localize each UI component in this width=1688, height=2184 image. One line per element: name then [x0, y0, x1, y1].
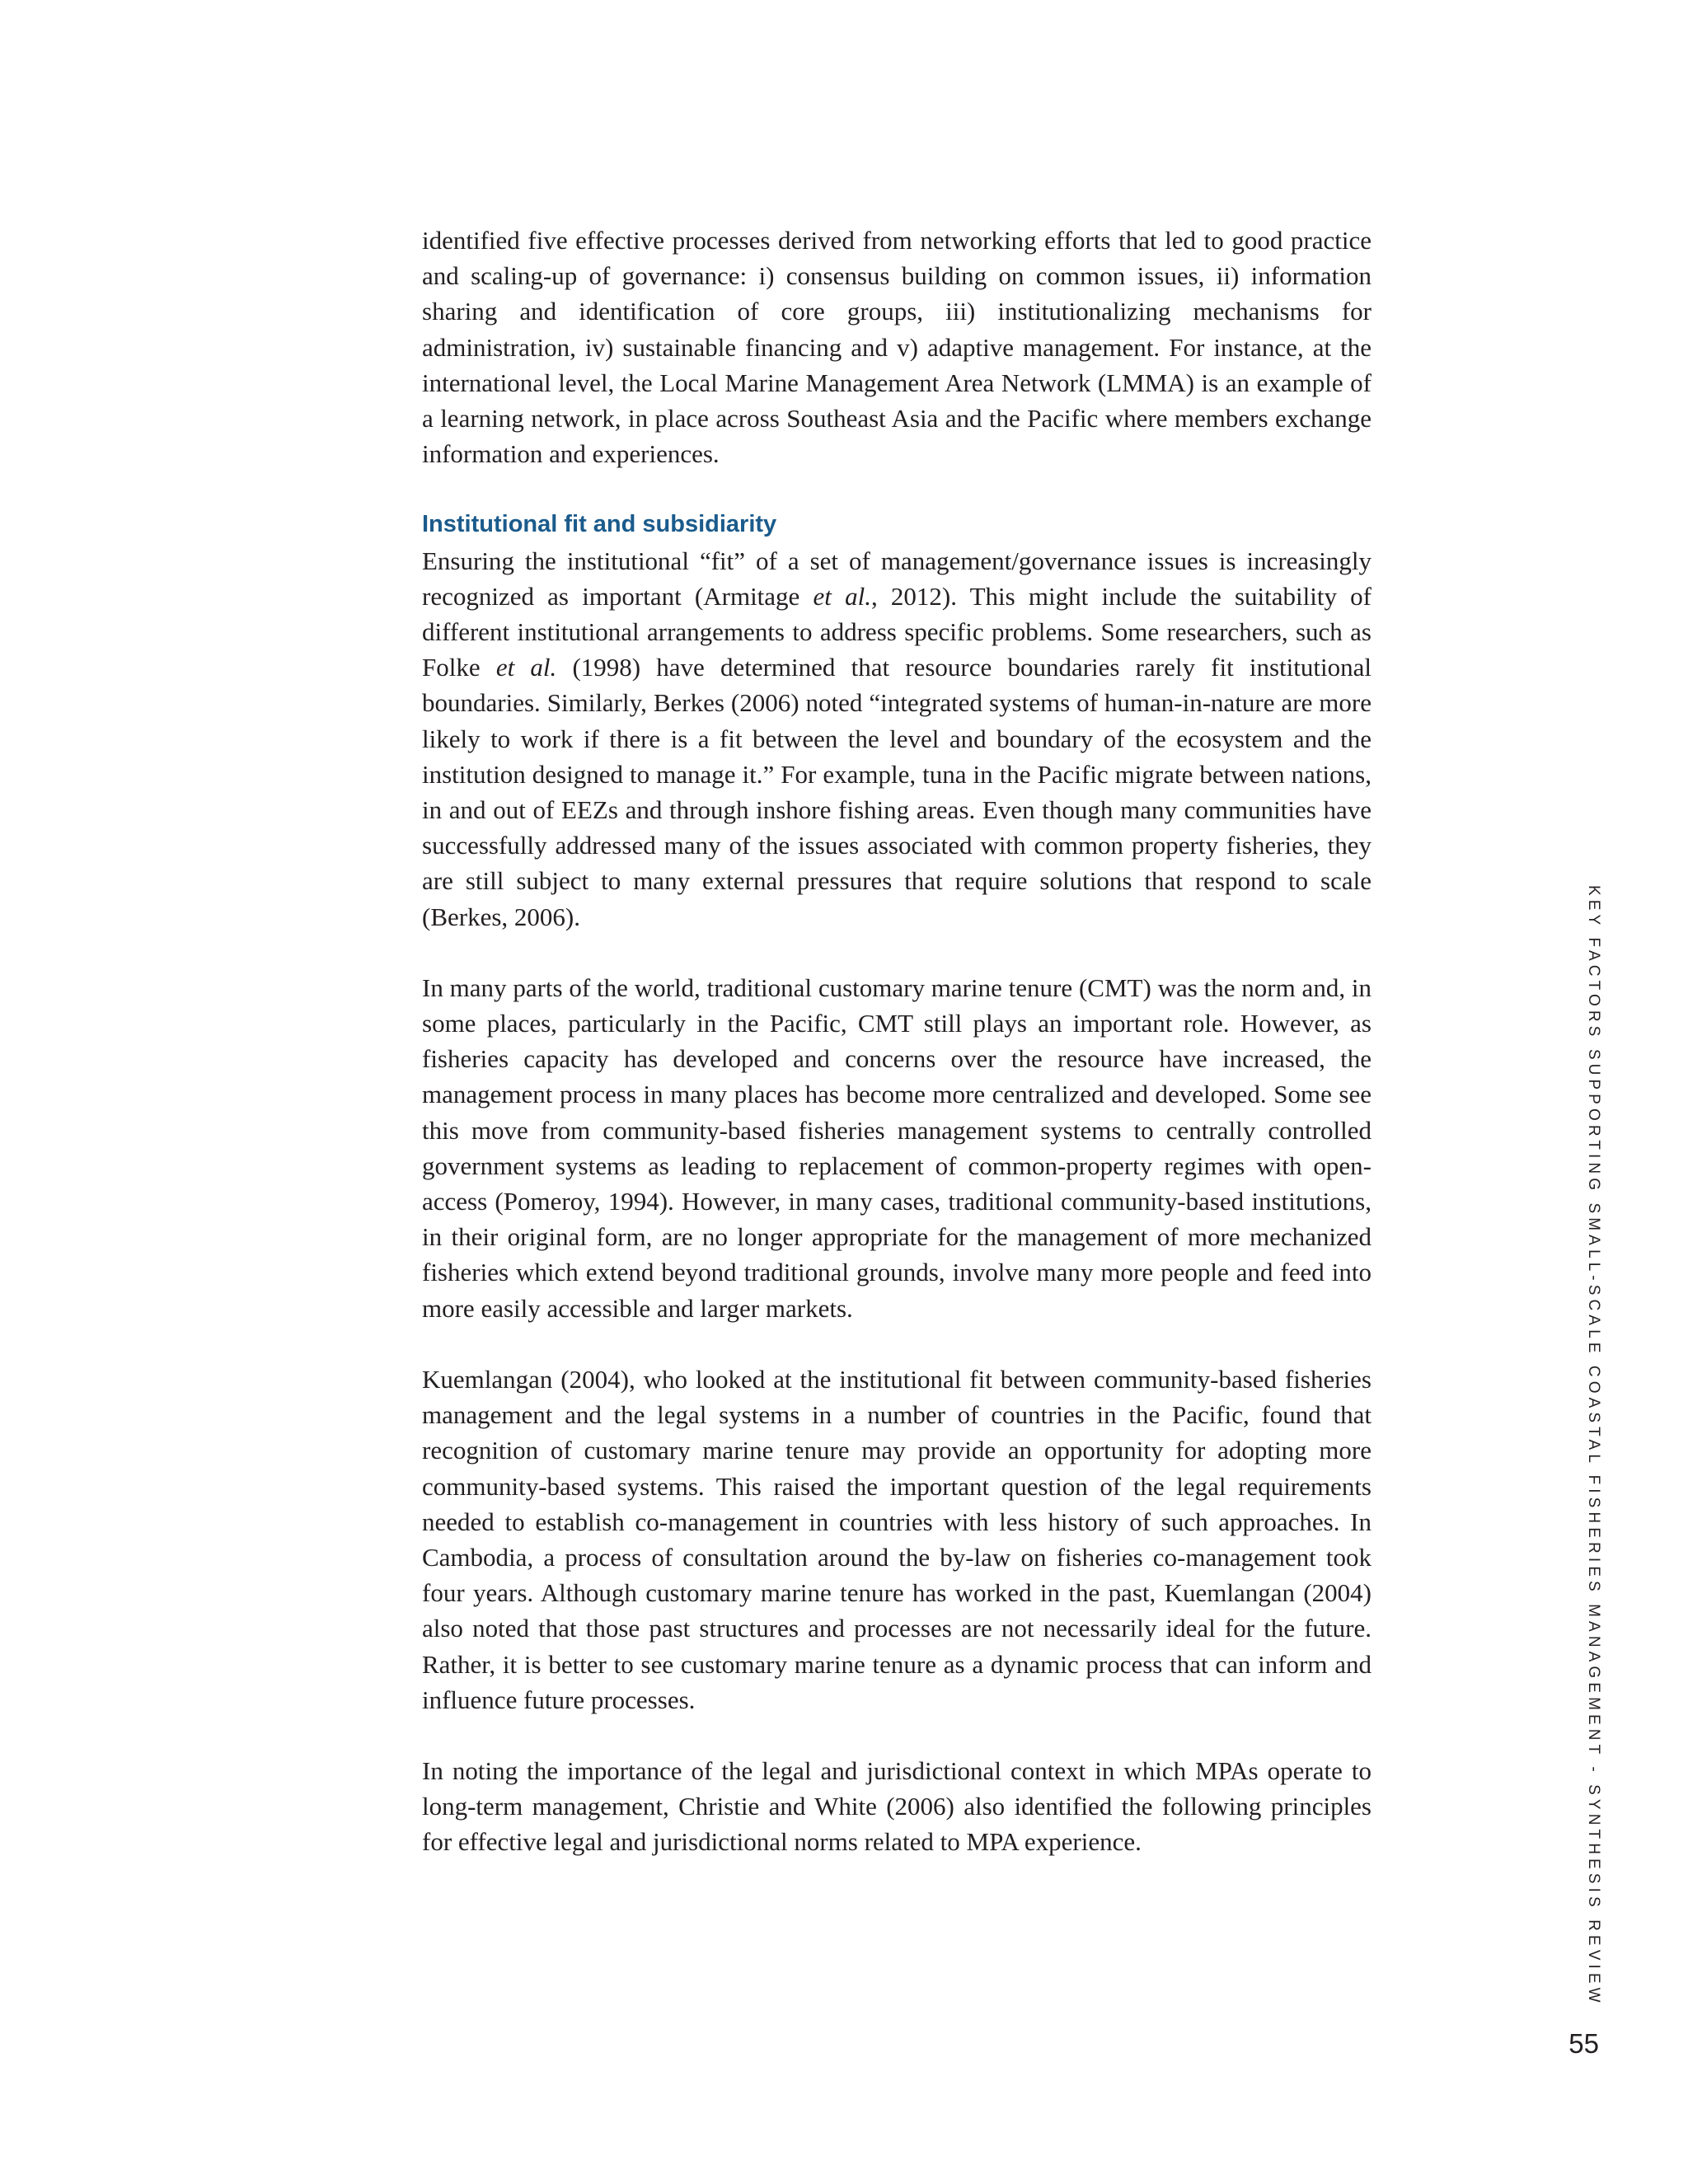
italic-citation: et al.	[813, 581, 871, 611]
paragraph-gap	[422, 1718, 1372, 1753]
text-run: Ensuring the institutional “fit” of a set of management/governance issues is increasingly recognized as important (Armitage	[422, 546, 1372, 611]
paragraph-kuemlangan: Kuemlangan (2004), who looked at the institutional fit between community-based fisheries management and the legal systems in a number of countries in the Pacific, found that recognition of customary marine tenure may provide an opportunity for adopting more community-based systems. This raised the important question of the legal requirements needed to establish co-management in countries with less history of such approaches. In Cambodia, a process of consultation around the by-law on fisheries co-management took four years. Although customary marine tenure has worked in the past, Kuemlangan (2004) also noted that those past structures and processes are not necessarily ideal for the future. Rather, it is better to see customary marine tenure as a dynamic process that can inform and influence future processes.	[422, 1364, 1372, 1714]
text-run: , 2012). This might include the suitability of different institutional arrangements to address specific problems. Some researchers, such as Folke	[422, 581, 1372, 682]
paragraph-legal-context: In noting the importance of the legal and jurisdictional context in which MPAs operate to long-term management, Christie and White (2006) also identified the following principles for effective legal and jurisdictional norms related to MPA experience.	[422, 1755, 1372, 1857]
text-run: (1998) have determined that resource boundaries rarely fit institutional boundaries. Similarly, Berkes (2006) noted “integrated systems of human-in-nature are more likely to work if there is a fit between the level and boundary of the ecosystem and the institution designed to manage it.” For example, tuna in the Pacific migrate between nations, in and out of EEZs and through inshore fishing areas. Even though many communities have successfully addressed many of the issues associated with common property fisheries, they are still subject to many external pressures that require solutions that respond to scale (Berkes, 2006).	[422, 653, 1372, 931]
paragraph-customary-marine-tenure: In many parts of the world, traditional customary marine tenure (CMT) was the norm and, in some places, particularly in the Pacific, CMT still plays an important role. However, as fisheries capacity has developed and concerns over the resource have increased, the management process in many places has become more centralized and developed. Some see this move from community-based fisheries management systems to centrally controlled government systems as leading to replacement of common-property regimes with open-access (Pomeroy, 1994). However, in many cases, traditional community-based institutions, in their original form, are no longer appropriate for the management of more mechanized fisheries which extend beyond traditional grounds, involve many more people and feed into more easily accessible and larger markets.	[422, 972, 1372, 1323]
paragraph-gap	[422, 935, 1372, 970]
italic-citation: et al.	[495, 653, 557, 682]
paragraph-networking-processes: identified five effective processes derived from networking efforts that led to good practice and scaling-up of governance: i) consensus building on common issues, ii) information sharing and identification of core groups, iii) institutionalizing mechanisms for administration, iv) sustainable financing and v) adaptive management. For instance, at the international level, the Local Marine Management Area Network (LMMA) is an example of a learning network, in place across Southeast Asia and the Pacific where members exchange information and experiences.	[422, 226, 1372, 469]
paragraph-gap	[422, 471, 1372, 507]
running-head: KEY FACTORS SUPPORTING SMALL-SCALE COASTAL FISHERIES MANAGEMENT - SYNTHESIS REVIEW	[1585, 885, 1602, 2007]
paragraph-gap	[422, 1326, 1372, 1361]
paragraph-institutional-fit	[422, 543, 1372, 935]
body-text-column	[422, 223, 1372, 1860]
page-number: 55	[1568, 2028, 1599, 2059]
section-heading: Institutional fit and subsidiarity	[422, 511, 777, 538]
